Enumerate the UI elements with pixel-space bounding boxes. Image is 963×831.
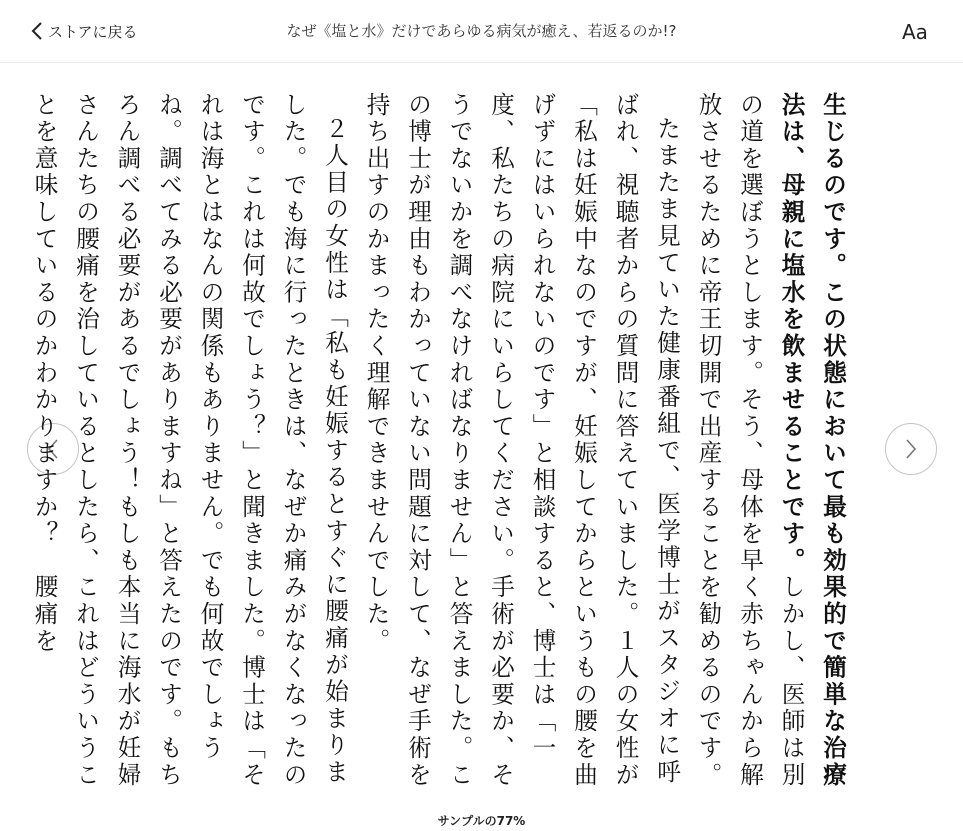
chevron-left-icon: [30, 21, 44, 41]
paragraph: [687, 92, 853, 804]
text-segment: しかし、医師は別の道を選ぼうとします。そう、母体を早く赤ちゃんから解放させるために帝王切開で出産することを勧めるのです。: [694, 92, 806, 789]
bold-text: 生じるのです。この状態において最も効果的で簡単な治療法は、母親に塩水を飲ませることです。: [777, 92, 847, 789]
reading-progress: サンプルの77%: [437, 814, 526, 828]
font-settings-button[interactable]: Aa: [902, 20, 928, 44]
text-segment: たまたま見ていた健康番組で、医学博士がスタジオに呼ばれ、視聴者からの質問に答えていました。１人の女性が「私は妊娠中なのですが、妊娠してからというもの腰を曲げずにはいられないのです」と相談すると、博士は「一度、私たちの病院にいらしてください。手術が必要か、そうでないかを調べなければなりません」と答えました。この博士が理由もわかっていない問題に対して、なぜ手術を持ち出すのかまったく理解できませんでした。: [362, 92, 681, 789]
reader-header: [0, 0, 963, 63]
back-to-store-button[interactable]: [30, 19, 138, 43]
book-text: [23, 92, 853, 804]
reader-page: [30, 92, 853, 804]
chevron-right-icon: [904, 437, 918, 461]
paragraph: [23, 92, 355, 804]
text-segment: ２人目の女性は「私も妊娠するとすぐに腰痛が始まりました。でも海に行ったときは、なぜか痛みがなくなったのです。これは何故でしょう？」と聞きました。博士は「それは海とはなんの関係もありません。でも何故でしょうね。調べてみる必要がありますね」と答えたのです。もちろん調べる必要があるでしょう！もしも本当に海水が妊婦さんたちの腰痛を治しているとしたら、これはどういうことを意味しているのかわかりますか？ 腰痛を: [30, 92, 349, 789]
paragraph: [355, 92, 687, 804]
next-page-button[interactable]: [885, 423, 937, 475]
back-to-store-label: ストアに戻る: [48, 22, 138, 41]
book-title: なぜ《塩と水》だけであらゆる病気が癒え、若返るのか!?: [286, 22, 677, 40]
